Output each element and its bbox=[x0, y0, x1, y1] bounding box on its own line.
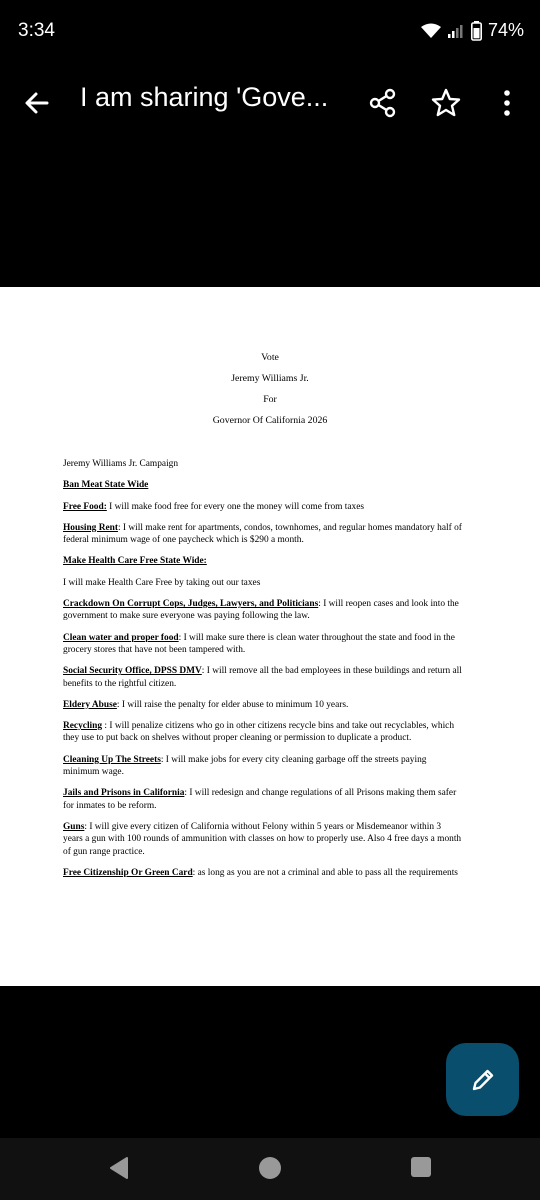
status-time: 3:34 bbox=[18, 20, 55, 41]
nav-home-button[interactable] bbox=[258, 1156, 282, 1185]
campaign-line: Jeremy Williams Jr. Campaign bbox=[63, 459, 179, 469]
section-text: : I will reopen cases and look into the government to make sure everyone was paying following the law. bbox=[63, 599, 459, 622]
section-heading: Eldery Abuse bbox=[63, 699, 117, 710]
section-heading: Free Food: bbox=[63, 501, 107, 512]
section-text: I will make Health Care Free by taking out our taxes bbox=[63, 577, 261, 588]
nav-recents-button[interactable] bbox=[410, 1156, 432, 1183]
section bbox=[63, 787, 463, 812]
wifi-icon bbox=[421, 23, 441, 39]
doc-header-line: Governor Of California 2026 bbox=[212, 415, 328, 426]
section-heading: Clean water and proper food bbox=[63, 632, 179, 643]
section-text: : as long as you are not a criminal and able to pass all the requirements bbox=[192, 867, 458, 878]
nav-back-button[interactable] bbox=[108, 1156, 130, 1185]
section-text: : I will make jobs for every city cleaning garbage off the streets paying minimum wage. bbox=[63, 754, 427, 778]
section bbox=[63, 598, 463, 623]
doc-header-line: Jeremy Williams Jr. bbox=[231, 373, 309, 384]
star-icon bbox=[429, 86, 463, 120]
section-text: : I will make rent for apartments, condos, townhomes, and regular homes mandatory half of federal minimum wage of one paycheck which is $290 a month. bbox=[63, 522, 462, 546]
more-vert-icon bbox=[490, 86, 524, 120]
section bbox=[63, 665, 463, 690]
section-heading: Crackdown On Corrupt Cops, Judges, Lawyers, and Politicians bbox=[63, 599, 319, 610]
back-triangle-icon bbox=[108, 1156, 130, 1180]
section-text: : I will redesign and change regulations of all Prisons making them safer for inmates to be reform. bbox=[63, 788, 457, 811]
page-title: I am sharing 'Gove... bbox=[80, 82, 329, 112]
pencil-icon bbox=[468, 1065, 498, 1095]
star-button[interactable] bbox=[429, 86, 463, 120]
section-text: : I will remove all the bad employees in these buildings and return all benefits to the rightful citizen. bbox=[63, 666, 462, 689]
doc-header-line: Vote bbox=[261, 352, 279, 363]
section-heading: Housing Rent bbox=[63, 522, 118, 533]
status-icons bbox=[421, 20, 524, 41]
section-heading: Social Security Office, DPSS DMV bbox=[63, 666, 202, 677]
section bbox=[63, 555, 463, 567]
section bbox=[63, 720, 463, 745]
section-text: I will make food free for every one the money will come from taxes bbox=[106, 501, 365, 512]
section bbox=[63, 821, 463, 858]
system-nav-bar bbox=[0, 1138, 540, 1200]
back-button[interactable] bbox=[20, 86, 54, 120]
section-text: : I will penalize citizens who go in other citizens recycle bins and take out recyclables, which they use to put back on shelves without proper cleaning or permission to duplicate a product. bbox=[63, 721, 455, 744]
share-icon bbox=[366, 86, 400, 120]
document-page bbox=[0, 287, 540, 986]
recents-square-icon bbox=[410, 1156, 432, 1178]
section bbox=[63, 577, 463, 589]
share-button[interactable] bbox=[366, 86, 400, 120]
battery-icon bbox=[471, 21, 482, 41]
section bbox=[63, 867, 463, 879]
section bbox=[63, 479, 463, 491]
section bbox=[63, 632, 463, 657]
section-heading: Recycling bbox=[63, 721, 103, 732]
section-text: : I will make sure there is clean water throughout the state and food in the grocery stores that have not been tampered with. bbox=[63, 632, 455, 655]
section bbox=[63, 699, 463, 711]
section-text: : I will raise the penalty for elder abuse to minimum 10 years. bbox=[116, 699, 349, 710]
edit-fab-button[interactable] bbox=[446, 1043, 519, 1116]
section bbox=[63, 501, 463, 513]
status-bar bbox=[0, 0, 540, 66]
section-heading: Cleaning Up The Streets bbox=[63, 754, 161, 765]
section-text: : I will give every citizen of California without Felony within 5 years or Misdemeanor within 3 years a gun with 100 rounds of ammunition with classes on how to properly use. Also 4 free days a month of gun range practice. bbox=[63, 821, 462, 857]
back-arrow-icon bbox=[20, 86, 54, 120]
section-heading: Guns bbox=[63, 821, 85, 832]
section-heading: Ban Meat State Wide bbox=[63, 480, 149, 491]
home-circle-icon bbox=[258, 1156, 282, 1180]
document-body bbox=[63, 458, 463, 888]
section bbox=[63, 522, 463, 547]
doc-header-line: For bbox=[263, 394, 277, 405]
section-heading: Jails and Prisons in California bbox=[63, 788, 185, 799]
battery-percent: 74% bbox=[487, 20, 524, 40]
signal-icon bbox=[447, 23, 465, 39]
app-bar bbox=[0, 66, 540, 138]
section-heading: Make Health Care Free State Wide: bbox=[63, 556, 207, 567]
section bbox=[63, 754, 463, 779]
section-heading: Free Citizenship Or Green Card bbox=[63, 867, 193, 878]
more-options-button[interactable] bbox=[490, 86, 524, 120]
